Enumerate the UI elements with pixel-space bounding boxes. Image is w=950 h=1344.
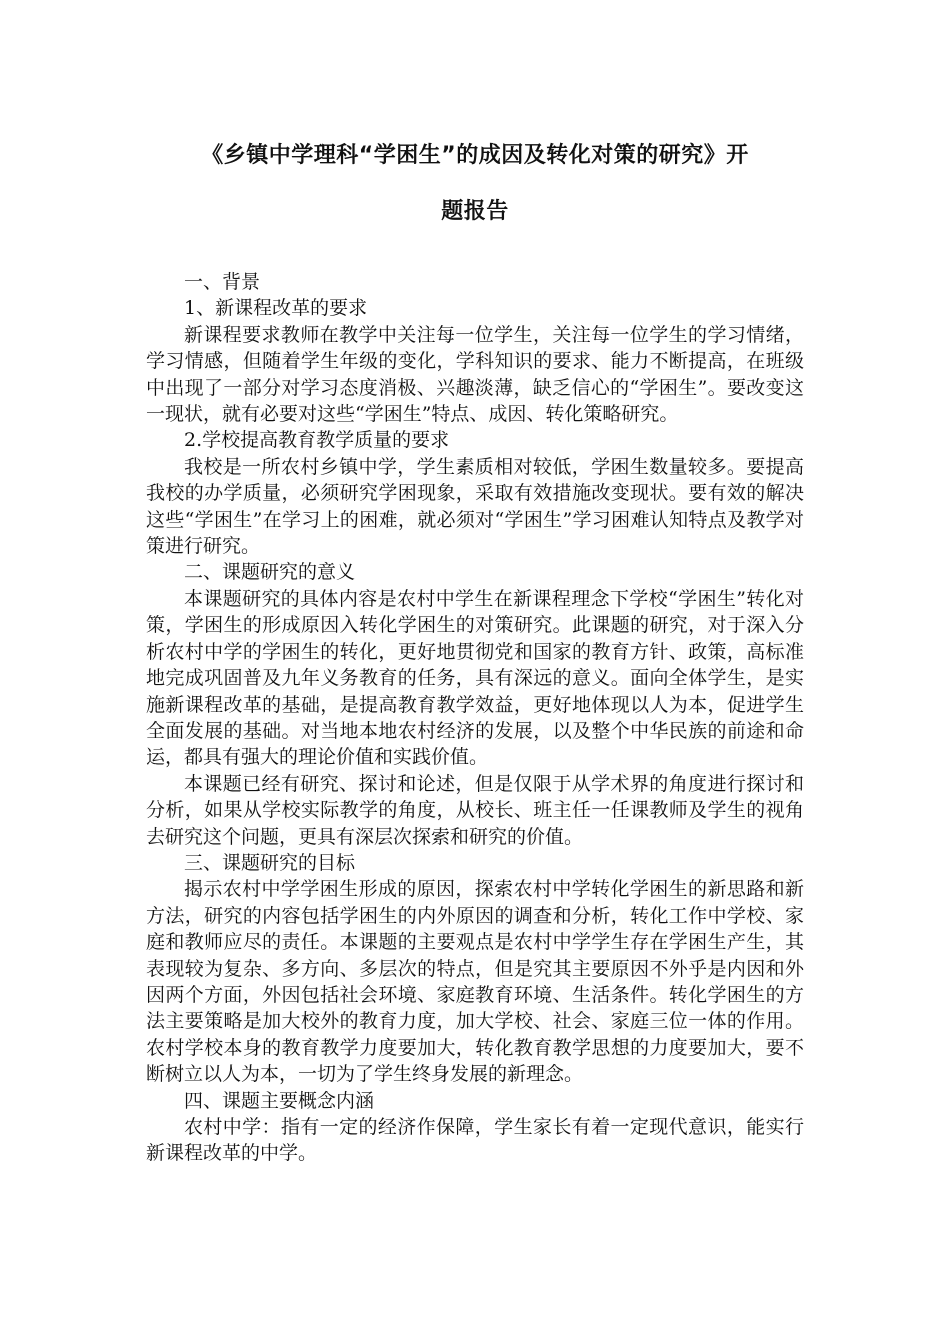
document-title [140, 128, 810, 240]
subheading-curriculum-reform: 1、新课程改革的要求 [184, 297, 368, 320]
section-heading-goals: 三、课题研究的目标 [184, 851, 356, 874]
paragraph-rural-school-definition: 农村中学：指有一定的经济作保障，学生家长有着一定现代意识，能实行新课程改革的中学。 [146, 1116, 804, 1165]
subheading-school-quality: 2.学校提高教育教学质量的要求 [184, 429, 450, 452]
paragraph-significance-1: 本课题研究的具体内容是农村中学生在新课程理念下学校“学困生”转化对策，学困生的形成原因入转化学困生的对策研究。此课题的研究，对于深入分析农村中学的学困生的转化，更好地贯彻党和国家的教育方针、政策，高标准地完成巩固普及九年义务教育的任务，具有深远的意义。面向全体学生，是实施新课程改革的基础，是提高教育教学效益，更好地体现以人为本，促进学生全面发展的基础。对当地本地农村经济的发展，以及整个中华民族的前途和命运，都具有强大的理论价值和实践价值。 [146, 587, 804, 769]
paragraph-school-quality: 我校是一所农村乡镇中学，学生素质相对较低，学困生数量较多。要提高我校的办学质量，必须研究学困现象，采取有效措施改变现状。要有效的解决这些“学困生”在学习上的困难，就必须对“学困生”学习困难认知特点及教学对策进行研究。 [146, 455, 804, 558]
paragraph-goals: 揭示农村中学学困生形成的原因，探索农村中学转化学困生的新思路和新方法，研究的内容包括学困生的内外原因的调查和分析，转化工作中学校、家庭和教师应尽的责任。本课题的主要观点是农村中学学生存在学困生产生，其表现较为复杂、多方向、多层次的特点，但是究其主要原因不外乎是内因和外因两个方面，外因包括社会环境、家庭教育环境、生活条件。转化学困生的方法主要策略是加大校外的教育力度，加大学校、社会、家庭三位一体的作用。农村学校本身的教育教学力度要加大，转化教育教学思想的力度要加大，要不断树立以人为本，一切为了学生终身发展的新理念。 [146, 878, 804, 1086]
title-line-2: 题报告 [441, 199, 509, 224]
section-heading-background: 一、背景 [184, 271, 261, 293]
title-line-1: 《乡镇中学理科“学困生”的成因及转化对策的研究》开 [201, 143, 749, 168]
section-heading-significance: 二、课题研究的意义 [184, 561, 356, 584]
document-body [146, 269, 804, 1167]
paragraph-significance-2: 本课题已经有研究、探讨和论述，但是仅限于从学术界的角度进行探讨和分析，如果从学校实际教学的角度，从校长、班主任一任课教师及学生的视角去研究这个问题，更具有深层次探索和研究的价值。 [146, 772, 804, 848]
paragraph-curriculum-reform: 新课程要求教师在教学中关注每一位学生，关注每一位学生的学习情绪，学习情感，但随着学生年级的变化，学科知识的要求、能力不断提高，在班级中出现了一部分对学习态度消极、兴趣淡薄，缺乏信心的“学困生”。要改变这一现状，就有必要对这些“学困生”特点、成因、转化策略研究。 [146, 323, 804, 426]
section-heading-concepts: 四、课题主要概念内涵 [184, 1089, 375, 1112]
